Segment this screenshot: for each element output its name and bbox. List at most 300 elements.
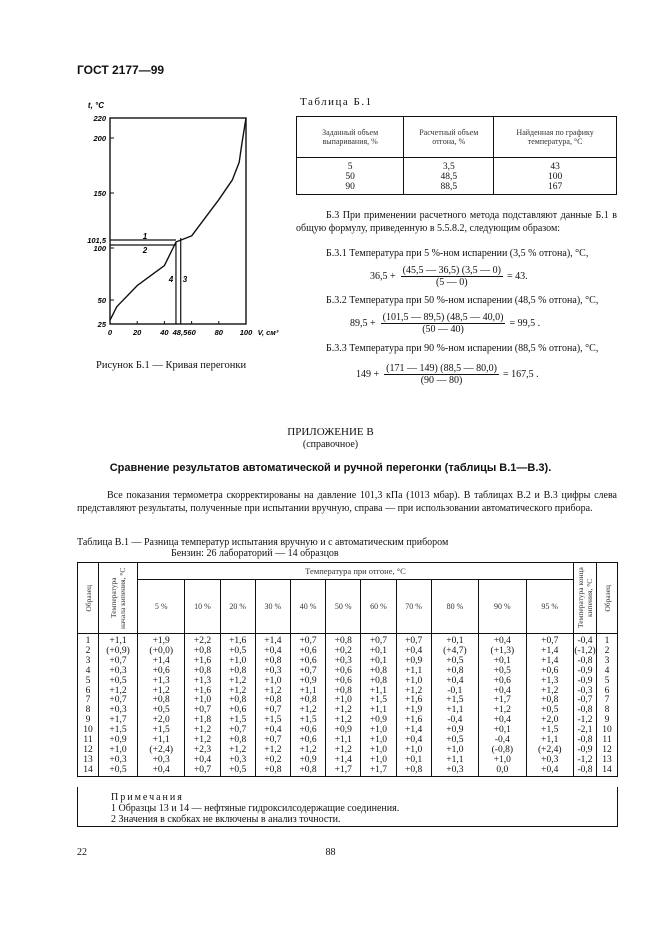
x-tick-label: 0 — [107, 328, 113, 337]
y-tick-label: 150 — [93, 189, 106, 198]
end-temp-cell: -0,9 — [574, 746, 597, 756]
table-b1-header: Расчетный объем отгона, % — [404, 117, 494, 158]
temp-cell: +1,7 — [361, 766, 396, 776]
table-b1-cell: 50 — [297, 172, 404, 182]
temp-cell: +0,1 — [479, 726, 526, 736]
temp-cell: +0,9 — [326, 726, 361, 736]
temp-cell: +0,6 — [290, 647, 325, 657]
paragraph-b3: Б.3 При применении расчетного метода подставляют данные Б.1 в общую формулу, приведенную в 5.5.8.2, следующим образом: — [296, 210, 617, 234]
temp-cell: +0,9 — [290, 677, 325, 687]
end-temp-cell: -0,4 — [574, 634, 597, 647]
temp-cell: +0,3 — [326, 657, 361, 667]
temp-cell: +0,6 — [526, 667, 573, 677]
temp-cell: +1,2 — [220, 746, 255, 756]
curve-marker-2: 2 — [142, 246, 148, 255]
temp-cell: +0,3 — [526, 756, 573, 766]
x-tick-label: 80 — [214, 328, 223, 337]
sample-cell: 8 — [597, 706, 618, 716]
item-b3-1: Б.3.1 Температура при 5 %-ном испарении (3,5 % отгона), °C, — [326, 248, 589, 259]
temp-cell: -0,4 — [479, 736, 526, 746]
temp-cell: +1,0 — [361, 746, 396, 756]
table-b1-cell: 88,5 — [404, 182, 494, 195]
table-v1-header — [597, 563, 618, 634]
y-tick-label: 200 — [93, 134, 106, 143]
temp-cell: +0,4 — [185, 756, 220, 766]
note-item: 1 Образцы 13 и 14 — нефтяные гидроксилсодержащие соединения. — [111, 803, 400, 814]
table-b1-cell: 5 — [297, 158, 404, 173]
curve-marker-3: 3 — [182, 275, 188, 284]
table-b1 — [296, 116, 617, 195]
end-temp-cell: (-1,2) — [574, 645, 596, 656]
temp-cell: +1,1 — [431, 706, 478, 716]
table-row — [78, 766, 618, 776]
temp-cell: +0,6 — [220, 706, 255, 716]
temp-cell: +0,1 — [361, 647, 396, 657]
table-v1-column-header: 10 % — [185, 580, 220, 634]
end-temp-cell: -0,8 — [574, 706, 597, 716]
header-start: Температура начала кипения, °C — [109, 567, 127, 629]
temp-cell: +0,1 — [396, 756, 431, 766]
intro-paragraph: Все показания термометра скорректированы на давление 101,3 кПа (1013 мбар). В таблицах В.2 и В.3 цифры слева представляют результаты, полученные при испытании вручную, справа — при использовании автоматического прибора. — [77, 490, 617, 514]
temp-cell: +0,9 — [361, 716, 396, 726]
formula-numerator: (171 — 149) (88,5 — 80,0) — [386, 363, 497, 374]
y-tick-label: 220 — [93, 114, 106, 123]
temp-cell: +1,1 — [138, 736, 185, 746]
item-b3-2: Б.3.2 Температура при 50 %-ном испарении (48,5 % отгона), °C, — [326, 295, 599, 306]
temp-cell: +0,4 — [138, 766, 185, 776]
page-number-center: 88 — [325, 847, 336, 858]
start-temp-cell: +0,3 — [99, 667, 138, 677]
temp-cell: +0,2 — [326, 647, 361, 657]
temp-cell: +0,7 — [255, 706, 290, 716]
temp-cell: +0,7 — [255, 736, 290, 746]
curve-marker-4: 4 — [168, 275, 174, 284]
table-v1-header — [574, 563, 597, 634]
item-b3-3: Б.3.3 Температура при 90 %-ном испарении (88,5 % отгона), °C, — [326, 343, 599, 354]
end-temp-cell: -0,9 — [574, 677, 597, 687]
table-v1-group-header: Температура при отгоне, °C — [138, 563, 574, 580]
temp-cell: +0,8 — [255, 696, 290, 706]
temp-cell: +0,9 — [431, 726, 478, 736]
formula-3 — [355, 362, 540, 387]
x-tick-label: 40 — [160, 328, 169, 337]
temp-cell: +1,0 — [361, 726, 396, 736]
end-temp-cell: -0,8 — [574, 766, 597, 776]
appendix-title: ПРИЛОЖЕНИЕ В — [287, 426, 374, 438]
table-row — [78, 634, 618, 647]
sample-cell: 9 — [78, 716, 99, 726]
sample-cell: 12 — [78, 746, 99, 756]
temp-cell: +1,7 — [326, 766, 361, 776]
temp-cell: +1,0 — [361, 756, 396, 766]
sample-cell: 10 — [597, 726, 618, 736]
temp-cell: +1,8 — [185, 716, 220, 726]
temp-cell: +1,5 — [361, 696, 396, 706]
formula-result: = 167,5 . — [502, 369, 539, 380]
temp-cell: +0,3 — [138, 756, 185, 766]
end-temp-cell: -0,8 — [574, 657, 597, 667]
temp-cell: +1,5 — [431, 696, 478, 706]
table-v1-column-header: 80 % — [431, 580, 478, 634]
formula-result: = 99,5 . — [509, 318, 541, 329]
temp-cell: +1,2 — [255, 687, 290, 697]
table-v1-column-header: 95 % — [526, 580, 573, 634]
temp-cell: +1,2 — [138, 687, 185, 697]
temp-cell: +1,1 — [361, 687, 396, 697]
sample-cell: 13 — [78, 756, 99, 766]
start-temp-cell: +1,1 — [99, 634, 138, 647]
start-temp-cell: +0,7 — [99, 657, 138, 667]
end-temp-cell: -0,7 — [574, 696, 597, 706]
formula-denominator: (90 — 80) — [420, 375, 463, 386]
temp-cell: +1,3 — [138, 677, 185, 687]
temp-cell: +0,6 — [326, 667, 361, 677]
formula-result: = 43. — [506, 271, 528, 282]
temp-cell: +1,4 — [396, 726, 431, 736]
sample-cell: 2 — [78, 647, 99, 657]
sample-cell: 14 — [78, 766, 99, 776]
temp-cell: +1,6 — [396, 696, 431, 706]
table-v1-title: Таблица В.1 — Разница температур испытания вручную и с автоматическим прибором — [77, 537, 449, 548]
temp-cell: +1,7 — [479, 696, 526, 706]
temp-cell: +1,9 — [396, 706, 431, 716]
temp-cell: +0,8 — [255, 657, 290, 667]
temp-cell: 0,0 — [479, 766, 526, 776]
temp-cell: +0,7 — [185, 766, 220, 776]
start-temp-cell: +0,5 — [99, 766, 138, 776]
sample-cell: 1 — [78, 634, 99, 647]
table-b1-cell: 100 — [494, 172, 617, 182]
temp-cell: +1,1 — [361, 706, 396, 716]
temp-cell: +0,5 — [526, 706, 573, 716]
start-temp-cell: +1,0 — [99, 746, 138, 756]
temp-cell: +1,5 — [220, 716, 255, 726]
temp-cell: +0,7 — [185, 706, 220, 716]
temp-cell: (-0,8) — [479, 746, 526, 756]
temp-cell: +0,5 — [431, 657, 478, 667]
temp-cell: +1,2 — [220, 687, 255, 697]
temp-cell: +0,3 — [220, 756, 255, 766]
temp-cell: (+2,4) — [526, 746, 573, 756]
temp-cell: +1,4 — [326, 756, 361, 766]
temp-cell: +1,0 — [396, 746, 431, 756]
temp-cell: +1,0 — [361, 736, 396, 746]
formula-prefix: 89,5 + — [350, 318, 376, 329]
temp-cell: +0,8 — [220, 736, 255, 746]
temp-cell: +1,6 — [185, 687, 220, 697]
note-item: 2 Значения в скобках не включены в анализ точности. — [111, 814, 341, 825]
x-axis-label: V, см³ — [257, 328, 279, 337]
temp-cell: +1,2 — [479, 706, 526, 716]
temp-cell: +1,1 — [396, 667, 431, 677]
sample-cell: 4 — [78, 667, 99, 677]
temp-cell: -0,4 — [431, 716, 478, 726]
formula-prefix: 149 + — [356, 369, 380, 380]
appendix-subtitle: (справочное) — [302, 439, 359, 450]
temp-cell: +0,3 — [255, 667, 290, 677]
y-tick-label: 25 — [97, 320, 106, 329]
temp-cell: +1,2 — [526, 687, 573, 697]
sample-cell: 1 — [597, 634, 618, 647]
temp-cell: +0,6 — [290, 726, 325, 736]
temp-cell: +0,8 — [326, 687, 361, 697]
temp-cell: +0,3 — [431, 766, 478, 776]
temp-cell: -0,1 — [431, 687, 478, 697]
temp-cell: +2,3 — [185, 746, 220, 756]
temp-cell: +0,8 — [255, 766, 290, 776]
temp-cell: +0,2 — [255, 756, 290, 766]
temp-cell: +0,4 — [479, 716, 526, 726]
temp-cell: +1,5 — [526, 726, 573, 736]
temp-cell: +1,4 — [526, 647, 573, 657]
temp-cell: +0,4 — [396, 736, 431, 746]
x-tick-label: 100 — [239, 328, 253, 337]
table-b1-header: Найденная по графику температура, °C — [494, 117, 617, 158]
temp-cell: +2,0 — [138, 716, 185, 726]
temp-cell: +1,0 — [185, 696, 220, 706]
temp-cell: +0,5 — [431, 736, 478, 746]
temp-cell: +0,8 — [361, 667, 396, 677]
table-v1-column-header: 5 % — [138, 580, 185, 634]
temp-cell: +0,8 — [290, 696, 325, 706]
table-v1-column-header: 30 % — [255, 580, 290, 634]
temp-cell: +0,7 — [220, 726, 255, 736]
temp-cell: +0,8 — [526, 696, 573, 706]
x-tick-label: 48,5 — [172, 328, 188, 337]
sample-cell: 9 — [597, 716, 618, 726]
sample-cell: 3 — [78, 657, 99, 667]
temp-cell: +0,9 — [396, 657, 431, 667]
table-v1-column-header: 20 % — [220, 580, 255, 634]
sample-cell: 13 — [597, 756, 618, 766]
temp-cell: (+0,0) — [138, 647, 185, 657]
temp-cell: +0,7 — [290, 667, 325, 677]
temp-cell: +1,2 — [220, 677, 255, 687]
table-b1-cell: 167 — [494, 182, 617, 195]
temp-cell: +0,5 — [479, 667, 526, 677]
sample-cell: 3 — [597, 657, 618, 667]
temp-cell: +1,5 — [138, 726, 185, 736]
sample-cell: 10 — [78, 726, 99, 736]
table-v1-subtitle: Бензин: 26 лабораторий — 14 образцов — [171, 548, 339, 559]
temp-cell: +1,2 — [290, 706, 325, 716]
temp-cell: (+2,4) — [138, 746, 185, 756]
temp-cell: (+4,7) — [431, 647, 478, 657]
end-temp-cell: -1,2 — [574, 756, 597, 766]
temp-cell: +1,1 — [290, 687, 325, 697]
temp-cell: +0,4 — [396, 647, 431, 657]
temp-cell: +0,4 — [255, 647, 290, 657]
temp-cell: +1,9 — [138, 634, 185, 647]
temp-cell: +0,8 — [138, 696, 185, 706]
temp-cell: +1,4 — [526, 657, 573, 667]
sample-cell: 7 — [78, 696, 99, 706]
temp-cell: +0,6 — [138, 667, 185, 677]
temp-cell: +1,6 — [396, 716, 431, 726]
formula-denominator: (50 — 40) — [422, 324, 464, 335]
table-v1-column-header: 60 % — [361, 580, 396, 634]
temp-cell: +0,1 — [361, 657, 396, 667]
temp-cell: +0,4 — [255, 726, 290, 736]
formula-numerator: (101,5 — 89,5) (48,5 — 40,0) — [382, 312, 504, 323]
sample-cell: 8 — [78, 706, 99, 716]
temp-cell: +1,0 — [396, 677, 431, 687]
distillation-chart — [60, 95, 279, 345]
document-header: ГОСТ 2177—99 — [77, 63, 165, 77]
table-b1-header: Заданный объем выпаривания, % — [297, 117, 404, 158]
header-sample-right: Образец — [602, 584, 612, 612]
start-temp-cell: +0,3 — [99, 706, 138, 716]
table-v1 — [77, 562, 618, 777]
temp-cell: +1,1 — [526, 736, 573, 746]
temp-cell: +0,5 — [220, 647, 255, 657]
temp-cell: +1,0 — [326, 696, 361, 706]
sample-cell: 5 — [78, 677, 99, 687]
notes-box — [77, 787, 618, 827]
temp-cell: +0,8 — [396, 766, 431, 776]
start-temp-cell: +1,5 — [99, 726, 138, 736]
temp-cell: +1,5 — [290, 716, 325, 726]
start-temp-cell: +0,5 — [99, 677, 138, 687]
temp-cell: +1,2 — [185, 736, 220, 746]
sample-cell: 12 — [597, 746, 618, 756]
temp-cell: +1,2 — [326, 746, 361, 756]
sample-cell: 7 — [597, 696, 618, 706]
temp-cell: +0,8 — [326, 634, 361, 647]
start-temp-cell: +1,2 — [99, 687, 138, 697]
formula-numerator: (45,5 — 36,5) (3,5 — 0) — [402, 265, 501, 276]
temp-cell: +0,1 — [431, 634, 478, 647]
y-axis-label: t, °C — [87, 101, 104, 110]
sample-cell: 4 — [597, 667, 618, 677]
sample-cell: 11 — [78, 736, 99, 746]
temp-cell: +0,5 — [220, 766, 255, 776]
table-v1-column-header: 50 % — [326, 580, 361, 634]
temp-cell: +1,2 — [185, 726, 220, 736]
appendix-heading: Сравнение результатов автоматической и ручной перегонки (таблицы В.1—В.3). — [109, 462, 552, 474]
curve-marker-1: 1 — [142, 232, 148, 241]
sample-cell: 2 — [597, 647, 618, 657]
figure-caption: Рисунок Б.1 — Кривая перегонки — [96, 360, 247, 371]
sample-cell: 11 — [597, 736, 618, 746]
temp-cell: +0,8 — [220, 696, 255, 706]
formula-1 — [369, 264, 529, 289]
sample-cell: 5 — [597, 677, 618, 687]
temp-cell: +1,2 — [326, 716, 361, 726]
temp-cell: +1,3 — [185, 677, 220, 687]
temp-cell: +1,2 — [396, 687, 431, 697]
temp-cell: +0,8 — [220, 667, 255, 677]
table-b1-cell: 3,5 — [404, 158, 494, 173]
table-b1-cell: 43 — [494, 158, 617, 173]
page-number-left: 22 — [77, 847, 87, 858]
temp-cell: +0,4 — [431, 677, 478, 687]
sample-cell: 14 — [597, 766, 618, 776]
table-v1-column-header: 90 % — [479, 580, 526, 634]
temp-cell: +0,7 — [396, 634, 431, 647]
temp-cell: +0,4 — [479, 687, 526, 697]
x-tick-label: 20 — [133, 328, 142, 337]
start-temp-cell: +0,7 — [99, 696, 138, 706]
sample-cell: 6 — [597, 687, 618, 697]
table-b1-cell: 90 — [297, 182, 404, 195]
temp-cell: +1,3 — [526, 677, 573, 687]
temp-cell: +0,6 — [290, 736, 325, 746]
start-temp-cell: +1,7 — [99, 716, 138, 726]
temp-cell: +1,1 — [326, 736, 361, 746]
temp-cell: +1,0 — [479, 756, 526, 766]
table-b1-title: Таблица Б.1 — [300, 96, 373, 108]
temp-cell: +0,8 — [361, 677, 396, 687]
temp-cell: +0,4 — [479, 634, 526, 647]
temp-cell: +1,1 — [431, 756, 478, 766]
y-tick-label: 100 — [93, 244, 106, 253]
temp-cell: +0,9 — [290, 756, 325, 766]
formula-2 — [349, 311, 541, 336]
y-tick-label: 50 — [97, 296, 106, 305]
table-v1-header — [78, 563, 99, 634]
temp-cell: +0,7 — [361, 634, 396, 647]
temp-cell: +1,6 — [220, 634, 255, 647]
end-temp-cell: -1,2 — [574, 716, 597, 726]
temp-cell: +1,5 — [255, 716, 290, 726]
table-v1-column-header: 40 % — [290, 580, 325, 634]
temp-cell: +2,0 — [526, 716, 573, 726]
temp-cell: +0,4 — [526, 766, 573, 776]
temp-cell: +0,6 — [479, 677, 526, 687]
temp-cell: (+1,3) — [479, 647, 526, 657]
temp-cell: +0,8 — [431, 667, 478, 677]
start-temp-cell: (+0,9) — [99, 647, 138, 657]
y-tick-label: 101,5 — [87, 236, 106, 245]
notes-title: Примечания — [111, 792, 184, 803]
end-temp-cell: -0,3 — [574, 687, 597, 697]
distillation-curve — [110, 118, 246, 320]
table-v1-column-header: 70 % — [396, 580, 431, 634]
temp-cell: +1,0 — [255, 677, 290, 687]
start-temp-cell: +0,9 — [99, 736, 138, 746]
temp-cell: +1,0 — [220, 657, 255, 667]
header-sample: Образец — [83, 584, 93, 612]
end-temp-cell: -0,8 — [574, 736, 597, 746]
end-temp-cell: -0,9 — [574, 667, 597, 677]
temp-cell: +0,8 — [185, 647, 220, 657]
temp-cell: +0,5 — [138, 706, 185, 716]
temp-cell: +1,6 — [185, 657, 220, 667]
table-v1-header — [99, 563, 138, 634]
temp-cell: +0,7 — [290, 634, 325, 647]
temp-cell: +1,0 — [431, 746, 478, 756]
temp-cell: +0,7 — [526, 634, 573, 647]
sample-cell: 6 — [78, 687, 99, 697]
temp-cell: +0,1 — [479, 657, 526, 667]
temp-cell: +1,4 — [255, 634, 290, 647]
temp-cell: +2,2 — [185, 634, 220, 647]
temp-cell: +0,6 — [326, 677, 361, 687]
table-b1-cell: 48,5 — [404, 172, 494, 182]
end-temp-cell: -2,1 — [574, 726, 597, 736]
header-end: Температура конца кипения, °C — [576, 567, 594, 629]
start-temp-cell: +0,3 — [99, 756, 138, 766]
formula-prefix: 36,5 + — [370, 271, 396, 282]
temp-cell: +0,8 — [185, 667, 220, 677]
formula-denominator: (5 — 0) — [435, 277, 468, 288]
temp-cell: +1,2 — [326, 706, 361, 716]
temp-cell: +1,4 — [138, 657, 185, 667]
x-tick-label: 60 — [187, 328, 196, 337]
temp-cell: +1,2 — [255, 746, 290, 756]
temp-cell: +0,6 — [290, 657, 325, 667]
